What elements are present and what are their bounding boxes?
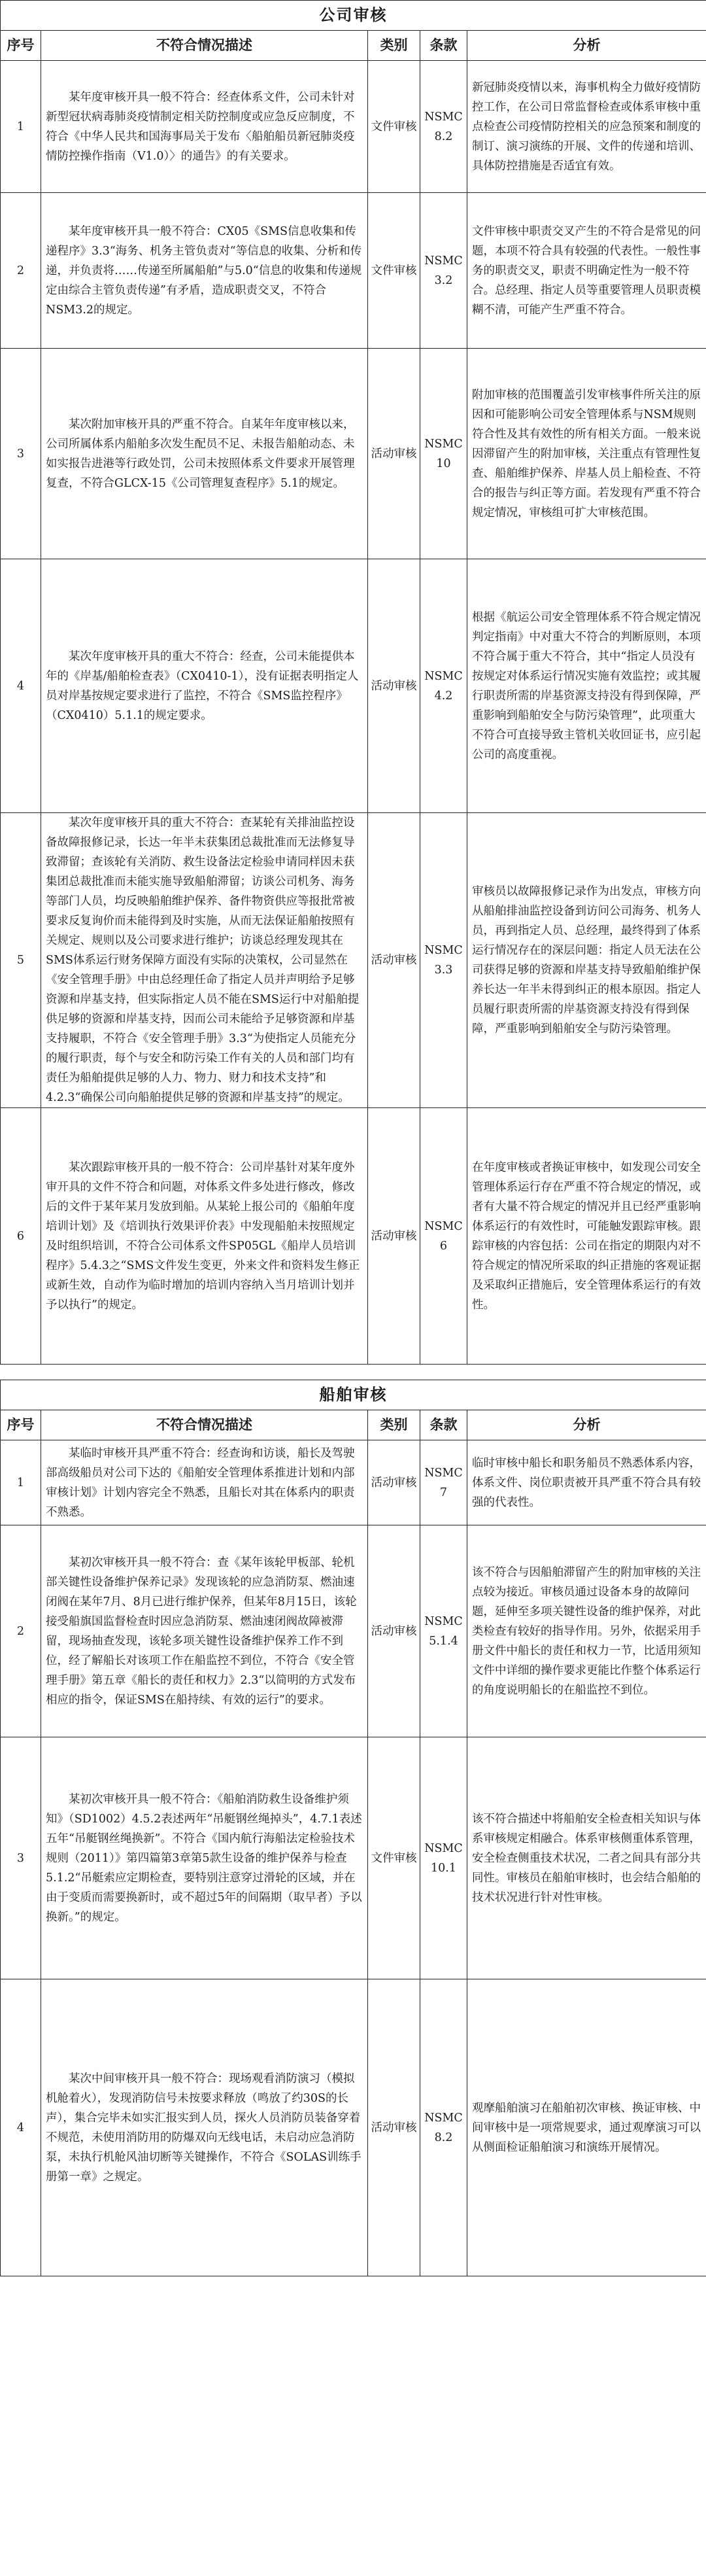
- row-number: 6: [1, 1108, 41, 1365]
- nsmc-clause: NSMC 5.1.4: [420, 1525, 467, 1737]
- audit-category: 文件审核: [368, 193, 420, 349]
- audit-category: 活动审核: [368, 1108, 420, 1365]
- audit-category: 活动审核: [368, 1525, 420, 1737]
- row-number: 2: [1, 193, 41, 349]
- analysis-text: 该不符合描述中将船舶安全检查相关知识与体系审核规定相融合。体系审核侧重体系管理，安全检查侧重技术状况，二者之间具有部分共同性。审核员在船舶审核时，也会结合船舶的技术状况进行针对性审核。: [467, 1737, 706, 1979]
- analysis-text: 该不符合与因船舶滞留产生的附加审核的关注点较为接近。审核员通过设备本身的故障问题，延伸至多项关键性设备的维护保养，对此类检查有较好的指导作用。另外，依据采用手册文件中船长的责任和权力一节，比适用须知文件中详细的操作要求更能比作整个体系运行的角度说明船长的在船监控不到位。: [467, 1525, 706, 1737]
- column-header-desc: 不符合情况描述: [41, 31, 368, 61]
- column-header-desc: 不符合情况描述: [41, 1410, 368, 1440]
- table-header-row: [1, 1410, 706, 1440]
- section-title-row: [1, 1, 706, 31]
- table-row: [1, 1440, 706, 1525]
- audit-category: 活动审核: [368, 1440, 420, 1525]
- table-row: [1, 349, 706, 559]
- nonconformity-description: 某次中间审核开具一般不符合：现场观看消防演习（模拟机舱着火），发现消防信号未按要求释放（鸣放了约30S的长声），集合完毕未如实汇报实到人员，探火人员消防员装备穿着不规范，未使用消防用的防爆双向无线电话，未启动应急消防泵，未执行机舱风油切断等关键操作，不符合《SOLAS训练手册第一章》之规定。: [41, 1979, 368, 2276]
- audit-category: 活动审核: [368, 813, 420, 1108]
- nonconformity-description: 某次年度审核开具的重大不符合：查某轮有关排油监控设备故障报修记录，长达一年半未获集团总裁批准而无法修复导致滞留；查该轮有关消防、救生设备法定检验申请同样因未获集团总裁批准而未能实施导致船舶滞留；访谈公司机务、海务等部门人员，均反映船舶维护保养、备件物资供应等报批常被要求反复询价而未能得到及时实施，从而无法保证船舶按照有关规定、规则以及公司要求进行维护；访谈总经理发现其在SMS体系运行财务保障方面没有实际的决策权，公司显然在《安全管理手册》中由总经理任命了指定人员并声明给予足够资源和岸基支持，但实际指定人员不能在SMS运行中对船舶提供足够的资源和岸基支持，因而公司未能给予足够资源和岸基支持履职，不符合《安全管理手册》3.3“为使指定人员能充分的履行职责，每个与安全和防污染工作有关的人员和部门均有责任为船舶提供足够的人力、物力、财力和技术支持”和4.2.3“确保公司向船舶提供足够的资源和岸基支持”的规定。: [41, 813, 368, 1108]
- column-header-type: 类别: [368, 1410, 420, 1440]
- table-row: [1, 61, 706, 193]
- row-number: 4: [1, 559, 41, 813]
- analysis-text: 在年度审核或者换证审核中，如发现公司安全管理体系运行存在严重不符合规定的情况，或者有大量不符合规定的情况并且已经严重影响体系运行的有效性时，可能触发跟踪审核。跟踪审核的内容包括：公司在指定的期限内对不符合规定的情况所采取的纠正措施的客观证据及采取纠正措施后，安全管理体系运行的有效性。: [467, 1108, 706, 1365]
- nonconformity-description: 某次附加审核开具的严重不符合。自某年年度审核以来，公司所属体系内船舶多次发生配员不足、未报告船舶动态、未如实报告进港等行政处罚，公司未按照体系文件要求开展管理复查，不符合GLCX-15《公司管理复查程序》5.1的规定。: [41, 349, 368, 559]
- nonconformity-description: 某初次审核开具一般不符合：查《某年该轮甲板部、轮机部关键性设备维护保养记录》发现该轮的应急消防泵、燃油速闭阀在某年7月、8月已进行维护保养，但某年8月15日，该轮接受船旗国监督检查时因应急消防泵、燃油速闭阀故障被滞留，现场抽查发现，该轮多项关键性设备维护保养工作不到位，经了解船长对该项工作在船监控不到位，不符合《安全管理手册》第五章《船长的责任和权力》2.3“以简明的方式发布相应的指令，保证SMS在船持续、有效的运行”的要求。: [41, 1525, 368, 1737]
- audit-category: 活动审核: [368, 559, 420, 813]
- table-row: [1, 1108, 706, 1365]
- section-title: 船舶审核: [1, 1380, 706, 1410]
- nsmc-clause: NSMC 3.3: [420, 813, 467, 1108]
- row-number: 3: [1, 1737, 41, 1979]
- nsmc-clause: NSMC 10: [420, 349, 467, 559]
- nonconformity-description: 某年度审核开具一般不符合：经查体系文件，公司未针对新型冠状病毒肺炎疫情制定相关防控制度或应急反应制度，不符合《中华人民共和国海事局关于发布〈船舶船员新冠肺炎疫情防控操作指南（V1.0）〉的通告》的有关要求。: [41, 61, 368, 193]
- analysis-text: 附加审核的范围覆盖引发审核事件所关注的原因和可能影响公司安全管理体系与NSM规则符合性及其有效性的所有相关方面。一般来说因滞留产生的附加审核，关注重点有管理性复查、船舶维护保养、岸基人员上船检查、不符合的报告与纠正等方面。若发现有严重不符合规定情况，审核组可扩大审核范围。: [467, 349, 706, 559]
- analysis-text: 根据《航运公司安全管理体系不符合规定情况判定指南》中对重大不符合的判断原则，本项不符合属于重大不符合，其中“指定人员没有按规定对体系运行情况实施有效监控；或其履行职责所需的岸基资源支持没有得到保障，严重影响到船舶安全与防污染管理”，此项重大不符合可直接导致主管机关收回证书，应引起公司的高度重视。: [467, 559, 706, 813]
- column-header-clause: 条款: [420, 1410, 467, 1440]
- nonconformity-description: 某初次审核开具一般不符合：《船舶消防救生设备维护须知》（SD1002）4.5.2表述两年“吊艇钢丝绳掉头”，4.7.1表述五年“吊艇钢丝绳换新”。不符合《国内航行海船法定检验技术规则（2011）》第四篇第3章第5款生设备的维护保养与检查5.1.2“吊艇索应定期检查，要特别注意穿过滑轮的区域，并在由于变质而需要换新时，或不超过5年的间隔期（取早者）予以换新。”的规定。: [41, 1737, 368, 1979]
- table-row: [1, 1525, 706, 1737]
- nonconformity-description: 某年度审核开具一般不符合：CX05《SMS信息收集和传递程序》3.3“海务、机务主管负责对“等信息的收集、分析和传递，并负责将……传递至所属船舶”与5.0“信息的收集和传递规定由综合主管负责传递”有矛盾，造成职责交叉，不符合NSM3.2的规定。: [41, 193, 368, 349]
- table-row: [1, 559, 706, 813]
- section-gap-cell: [1, 1365, 706, 1380]
- analysis-text: 新冠肺炎疫情以来，海事机构全力做好疫情防控工作，在公司日常监督检查或体系审核中重点检查公司疫情防控相关的应急预案和制度的制订、演习演练的开展、文件的传递和培训、具体防控措施是否适宜有效。: [467, 61, 706, 193]
- column-header-no: 序号: [1, 1410, 41, 1440]
- audit-category: 文件审核: [368, 1737, 420, 1979]
- nsmc-clause: NSMC 8.2: [420, 61, 467, 193]
- nsmc-clause: NSMC 7: [420, 1440, 467, 1525]
- column-header-analysis: 分析: [467, 1410, 706, 1440]
- nonconformity-description: 某临时审核开具严重不符合：经查询和访谈，船长及驾驶部高级船员对公司下达的《船舶安全管理体系推进计划和内部审核计划》计划内容完全不熟悉，且船长对其在体系内的职责不熟悉。: [41, 1440, 368, 1525]
- table-row: [1, 1737, 706, 1979]
- analysis-text: 文件审核中职责交叉产生的不符合是常见的问题，本项不符合具有较强的代表性。一般性事务的职责交叉，职责不明确定性为一般不符合。总经理、指定人员等重要管理人员职责模糊不清，可能产生严重不符合。: [467, 193, 706, 349]
- analysis-text: 审核员以故障报修记录作为出发点，审核方向从船舶排油监控设备到访问公司海务、机务人员，再到指定人员、总经理，最终得到了体系运行情况存在的深层问题：指定人员无法在公司获得足够的资源和岸基支持导致船舶维护保养长达一年半未得到纠正的根本原因。指定人员履行职责所需的岸基资源支持没有得到保障，严重影响到船舶安全与防污染管理。: [467, 813, 706, 1108]
- nsmc-clause: NSMC 4.2: [420, 559, 467, 813]
- nsmc-clause: NSMC 8.2: [420, 1979, 467, 2276]
- row-number: 2: [1, 1525, 41, 1737]
- column-header-analysis: 分析: [467, 31, 706, 61]
- nsmc-clause: NSMC 3.2: [420, 193, 467, 349]
- column-header-clause: 条款: [420, 31, 467, 61]
- section-title-row: [1, 1380, 706, 1410]
- table-header-row: [1, 31, 706, 61]
- nsmc-clause: NSMC 10.1: [420, 1737, 467, 1979]
- analysis-text: 观摩船舶演习在船舶初次审核、换证审核、中间审核中是一项常规要求，通过观摩演习可以从侧面检证船舶演习和演练开展情况。: [467, 1979, 706, 2276]
- audit-category: 活动审核: [368, 1979, 420, 2276]
- row-number: 4: [1, 1979, 41, 2276]
- section-gap: [1, 1365, 706, 1380]
- section-title: 公司审核: [1, 1, 706, 31]
- table-row: [1, 1979, 706, 2276]
- row-number: 1: [1, 1440, 41, 1525]
- nonconformity-description: 某次年度审核开具的重大不符合：经查，公司未能提供本年的《岸基/船舶检查表》（CX0410-1），没有证据表明指定人员对岸基按规定要求进行了监控，不符合《SMS监控程序》（CX0410）5.1.1的规定要求。: [41, 559, 368, 813]
- column-header-type: 类别: [368, 31, 420, 61]
- table-body: [1, 1, 706, 2276]
- analysis-text: 临时审核中船长和职务船员不熟悉体系内容，体系文件、岗位职责被开具严重不符合具有较强的代表性。: [467, 1440, 706, 1525]
- row-number: 1: [1, 61, 41, 193]
- row-number: 5: [1, 813, 41, 1108]
- column-header-no: 序号: [1, 31, 41, 61]
- audit-category: 文件审核: [368, 61, 420, 193]
- row-number: 3: [1, 349, 41, 559]
- nsmc-clause: NSMC 6: [420, 1108, 467, 1365]
- table-row: [1, 193, 706, 349]
- table-row: [1, 813, 706, 1108]
- audit-category: 活动审核: [368, 349, 420, 559]
- nonconformity-description: 某次跟踪审核开具的一般不符合：公司岸基针对某年度外审开具的文件不符合和问题，对体系文件多处进行修改，修改后的文件于某年某月发放到船。从某轮上报公司的《船舶年度培训计划》及《培训执行效果评价表》中发现船舶未按照规定及时组织培训，不符合公司体系文件SP05GL《船岸人员培训程序》5.4.3之“SMS文件发生变更，外来文件和资料发生修正或新生效，自动作为临时增加的培训内容纳入当月培训计划并予以执行”的规定。: [41, 1108, 368, 1365]
